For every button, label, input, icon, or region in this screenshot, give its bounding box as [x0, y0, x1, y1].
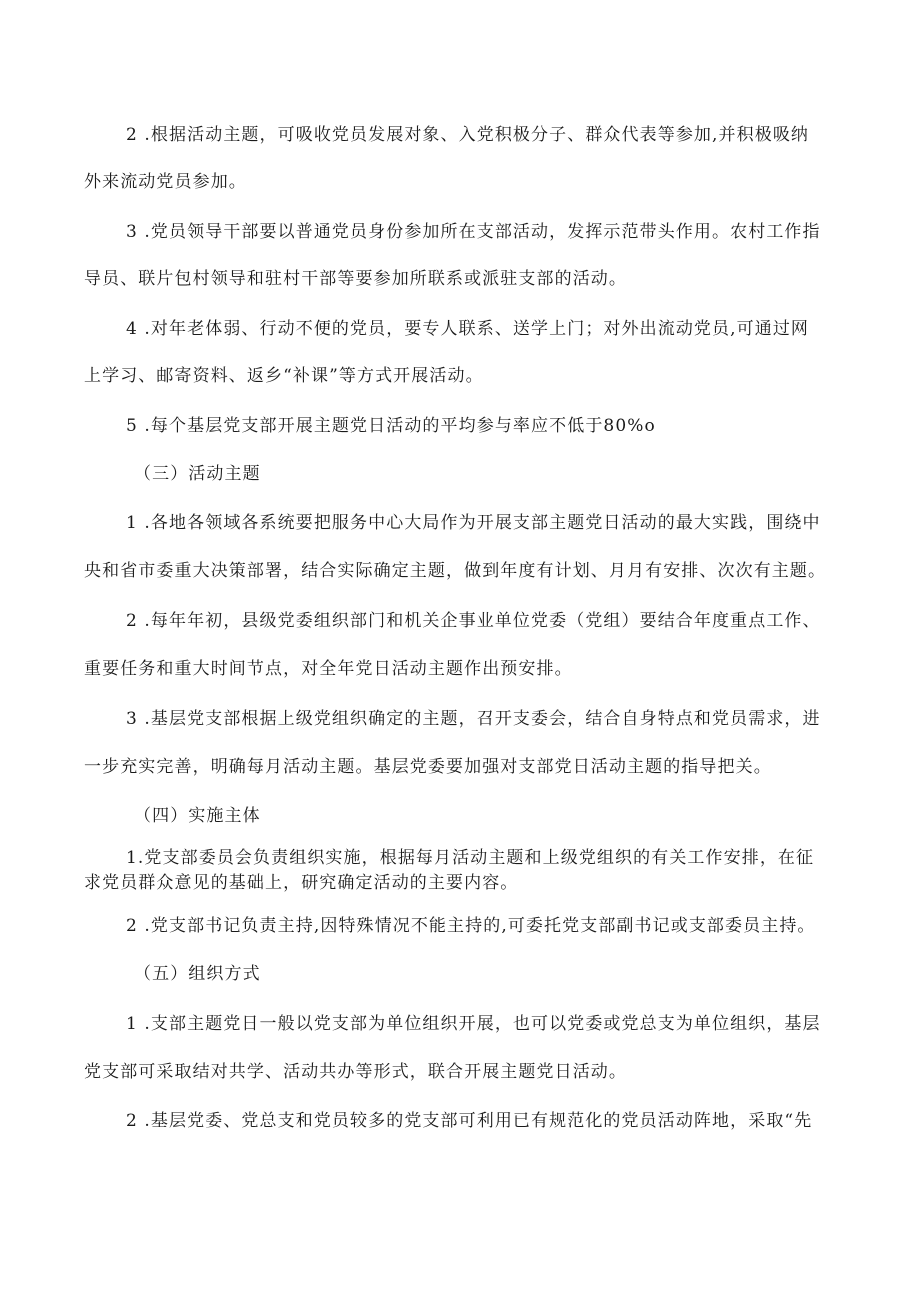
paragraph-line: 党支部可采取结对共学、活动共办等形式，联合开展主题党日活动。	[84, 1062, 627, 1082]
paragraph-line: 3 .党员领导干部要以普通党员身份参加所在支部活动，发挥示范带头作用。农村工作指	[126, 222, 821, 242]
paragraph-line: 2 .根据活动主题，可吸收党员发展对象、入党积极分子、群众代表等参加,并积极吸纳	[126, 125, 810, 145]
paragraph-line: 求党员群众意见的基础上，研究确定活动的主要内容。	[84, 873, 519, 893]
section-heading: （五）组织方式	[134, 964, 261, 984]
paragraph-line: 1.党支部委员会负责组织实施，根据每月活动主题和上级党组织的有关工作安排，在征	[126, 848, 815, 868]
paragraph-line: 1 .支部主题党日一般以党支部为单位组织开展，也可以党委或党总支为单位组织，基层	[126, 1014, 821, 1034]
paragraph-line: 2 .党支部书记负责主持,因特殊情况不能主持的,可委托党支部副书记或支部委员主持。	[126, 916, 816, 936]
paragraph-line: 央和省市委重大决策部署，结合实际确定主题，做到年度有计划、月月有安排、次次有主题。	[84, 561, 827, 581]
paragraph-line: 4 .对年老体弱、行动不便的党员，要专人联系、送学上门；对外出流动党员,可通过网	[126, 319, 810, 339]
paragraph-line: 2 .基层党委、党总支和党员较多的党支部可利用已有规范化的党员活动阵地，采取“先	[126, 1111, 813, 1131]
paragraph-line: 3 .基层党支部根据上级党组织确定的主题，召开支委会，结合自身特点和党员需求，进	[126, 709, 821, 729]
paragraph-line: 导员、联片包村领导和驻村干部等要参加所联系或派驻支部的活动。	[84, 269, 627, 289]
paragraph-line: 外来流动党员参加。	[84, 172, 247, 192]
section-heading: （四）实施主体	[134, 806, 261, 826]
paragraph-line: 5 .每个基层党支部开展主题党日活动的平均参与率应不低于80%o	[126, 416, 656, 436]
paragraph-line: 2 .每年年初，县级党委组织部门和机关企事业单位党委（党组）要结合年度重点工作、	[126, 611, 821, 631]
paragraph-line: 重要任务和重大时间节点，对全年党日活动主题作出预安排。	[84, 659, 573, 679]
paragraph-line: 1 .各地各领域各系统要把服务中心大局作为开展支部主题党日活动的最大实践，围绕中	[126, 513, 821, 533]
paragraph-line: 上学习、邮寄资料、返乡“补课”等方式开展活动。	[84, 366, 484, 386]
section-heading: （三）活动主题	[134, 464, 261, 484]
paragraph-line: 一步充实完善，明确每月活动主题。基层党委要加强对支部党日活动主题的指导把关。	[84, 757, 772, 777]
